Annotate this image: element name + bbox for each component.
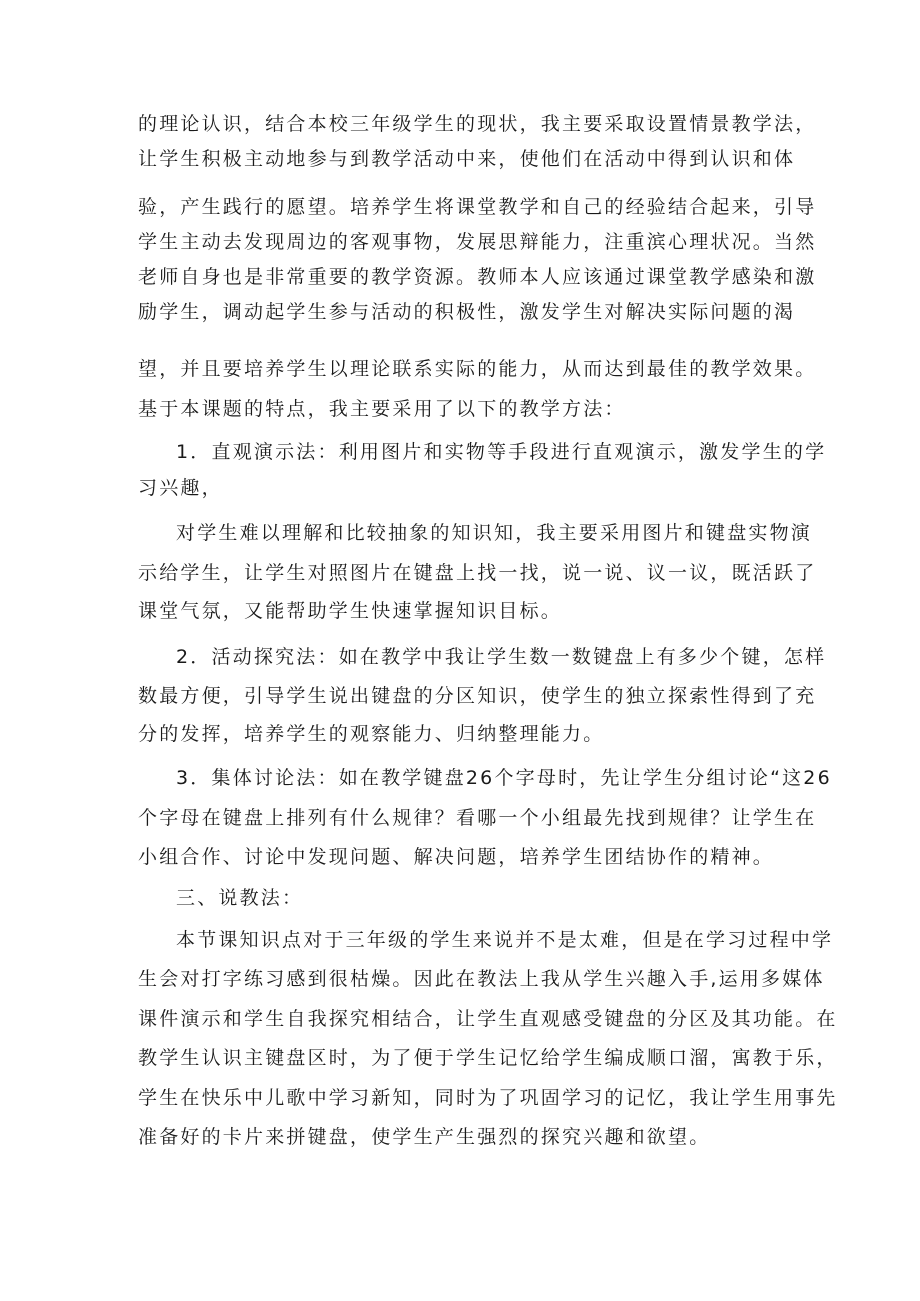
text-line: 对学生难以理解和比较抽象的知识知，我主要采用图片和键盘实物演 <box>176 522 813 544</box>
text-line: 望，并且要培养学生以理论联系实际的能力，从而达到最佳的教学效果。 <box>138 358 817 380</box>
numbered-item-3: 3．集体讨论法：如在教学键盘26个字母时，先让学生分组讨论“这26 <box>176 767 832 789</box>
text-line: 数最方便，引导学生说出键盘的分区知识，使学生的独立探索性得到了充 <box>138 685 817 707</box>
text-line: 的理论认识，结合本校三年级学生的现状，我主要采取设置情景教学法， <box>138 113 817 135</box>
text-line: 生会对打字练习感到很枯燥。因此在教法上我从学生兴趣入手,运用多媒体 <box>138 968 825 990</box>
text-line: 分的发挥，培养学生的观察能力、归纳整理能力。 <box>138 723 605 745</box>
numbered-item-1: 1．直观演示法：利用图片和实物等手段进行直观演示，激发学生的学 <box>176 441 827 463</box>
section-heading: 三、说教法： <box>176 887 304 909</box>
text-line: 本节课知识点对于三年级的学生来说并不是太难，但是在学习过程中学 <box>176 929 834 951</box>
text-line: 让学生积极主动地参与到教学活动中来，使他们在活动中得到认识和体 <box>138 148 796 170</box>
text-line: 小组合作、讨论中发现问题、解决问题，培养学生团结协作的精神。 <box>138 846 775 868</box>
text-line: 教学生认识主键盘区时，为了便于学生记忆给学生编成顺口溜，寓教于乐， <box>138 1047 838 1069</box>
text-line: 习兴趣， <box>138 477 223 499</box>
text-line: 个字母在键盘上排列有什么规律？看哪一个小组最先找到规律？让学生在 <box>138 807 817 829</box>
text-line: 验，产生践行的愿望。培养学生将课堂教学和自己的经验结合起来，引导 <box>138 196 817 218</box>
text-line: 准备好的卡片来拼键盘，使学生产生强烈的探究兴趣和欲望。 <box>138 1126 711 1148</box>
text-line: 学生主动去发现周边的客观事物，发展思辩能力，注重滨心理状况。当然 <box>138 231 817 253</box>
text-line: 课堂气氛，又能帮助学生快速掌握知识目标。 <box>138 600 563 622</box>
text-line: 示给学生，让学生对照图片在键盘上找一找，说一说、议一议，既活跃了 <box>138 562 817 584</box>
text-line: 老师自身也是非常重要的教学资源。教师本人应该通过课堂教学感染和激 <box>138 266 817 288</box>
text-line: 励学生，调动起学生参与活动的积极性，激发学生对解决实际问题的渴 <box>138 301 796 323</box>
text-line: 课件演示和学生自我探究相结合，让学生直观感受键盘的分区及其功能。在 <box>138 1008 838 1030</box>
numbered-item-2: 2．活动探究法：如在教学中我让学生数一数键盘上有多少个键，怎样 <box>176 646 827 668</box>
text-line: 学生在快乐中儿歌中学习新知，同时为了巩固学习的记忆，我让学生用事先 <box>138 1087 838 1109</box>
text-line: 基于本课题的特点，我主要采用了以下的教学方法： <box>138 398 626 420</box>
